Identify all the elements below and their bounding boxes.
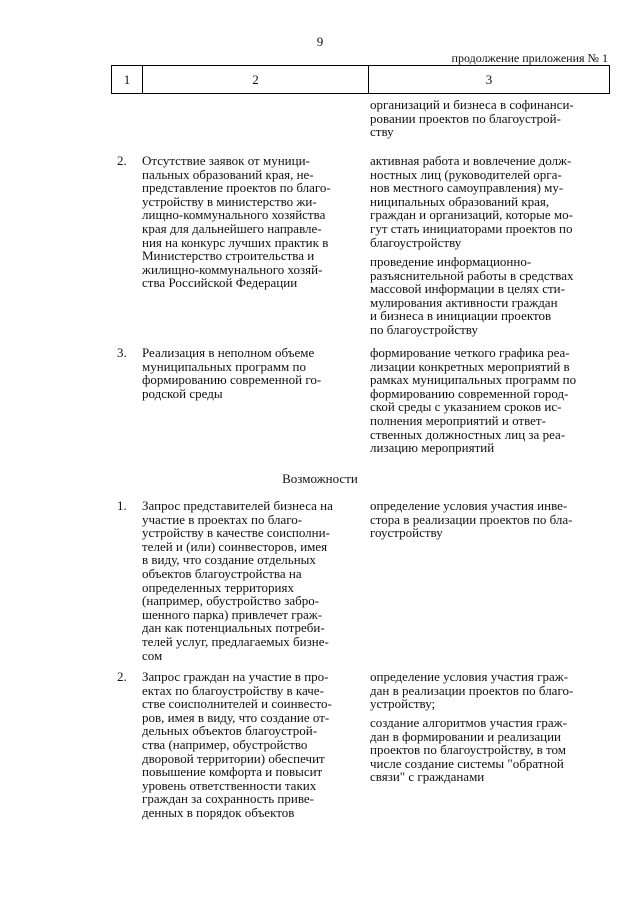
header-col-3: 3 (369, 66, 610, 94)
threat-description: Отсутствие заявок от муници- пальных образований края, не- представление проектов по благо- устройству в министерство жи- лищно-коммунального хозяйства края для дальнейшего направле- ния на конкурс лучших практик в Министерство строительства и жилищно-коммунального хозяй- ства Российской Федерации (142, 153, 331, 291)
row-number: 1. (117, 498, 127, 513)
opportunity-description: Запрос граждан на участие в про- ектах по благоустройству в каче- стве соисполнителей и соинвесто- ров, имея в виду, что создание от- дельных объектов благоустрой- ства (например, обустройство дворовой территории) обеспечит повышение комфорта и повысит уровень ответственности таких граждан за сохранность приве- денных в порядок объектов (142, 669, 332, 820)
threat-description: Реализация в неполном объеме муниципальных программ по формированию современной го- родской среды (142, 345, 322, 401)
continued-measure-text: организаций и бизнеса в софинанси- ровании проектов по благоустрой- ству (370, 97, 574, 140)
opportunity-measure: определение условия участия инве- стора в реализации проектов по бла- гоустройству (370, 498, 573, 541)
header-col-2: 2 (143, 66, 369, 94)
continuation-note: продолжение приложения № 1 (451, 51, 608, 65)
page-number: 9 (316, 34, 324, 49)
row-number: 3. (117, 345, 127, 360)
row-number: 2. (117, 153, 127, 168)
header-table (111, 65, 610, 94)
row-number: 2. (117, 669, 127, 684)
opportunity-measure: создание алгоритмов участия граж- дан в формировании и реализации проектов по благоустройству, в том числе создание системы "обратной связи" с гражданами (370, 715, 567, 785)
opportunity-measure: определение условия участия граж- дан в реализации проектов по благо- устройству; (370, 669, 574, 712)
opportunity-description: Запрос представителей бизнеса на участие в проектах по благо- устройству в качестве соисполни- телей и (или) соинвесторов, имея в виду, что создание отдельных объектов благоустройства на определенных территориях (например, обустройство забро- шенного парка) привлечет граж- дан как потенциальных потреби- телей услуг, предлагаемых бизне- сом (142, 498, 333, 663)
header-col-1: 1 (112, 66, 143, 94)
countermeasure: проведение информационно- разъяснительной работы в средствах массовой информации в целях сти- мулирования активности граждан и бизнеса в инициации проектов по благоустройству (370, 254, 574, 337)
section-title: Возможности (282, 471, 358, 486)
countermeasure: формирование четкого графика реа- лизации конкретных мероприятий в рамках муниципальных программ по формированию современной город- ской среды с указанием сроков ис- полнения мероприятий и ответ- ственных должностных лиц за реа- лизацию мероприятий (370, 345, 577, 456)
countermeasure: активная работа и вовлечение долж- ностных лиц (руководителей орга- нов местного самоуправления) му- ниципальных образований края, граждан и организаций, которые мо- гут стать инициаторами проектов по благоустройству (370, 153, 573, 250)
